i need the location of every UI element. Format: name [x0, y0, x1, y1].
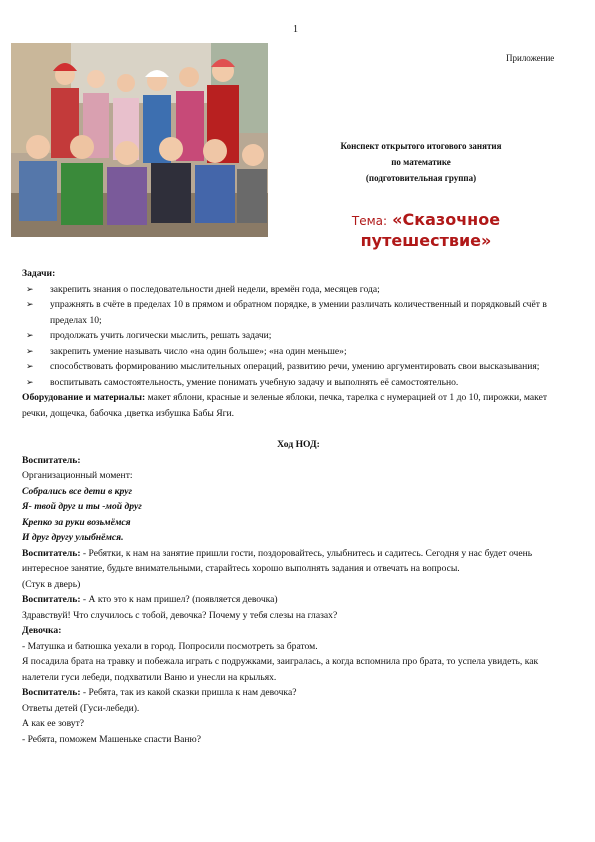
poem-line: И друг другу улыбнёмся.	[22, 532, 124, 543]
poem-line: Я- твой друг и ты -мой друг	[22, 501, 142, 512]
dialogue-text: - Ребята, поможем Машеньке спасти Ваню?	[22, 733, 201, 745]
appendix-label: Приложение	[506, 53, 555, 63]
speaker-educator: Воспитатель:	[22, 594, 81, 605]
task-item	[22, 375, 575, 391]
poem-line: Крепко за руки возьмёмся	[22, 516, 131, 528]
children-photo	[11, 43, 268, 237]
task-item	[22, 282, 575, 298]
heading-line-3: (подготовительная группа)	[365, 173, 477, 183]
document-body	[22, 266, 575, 747]
dialogue-text: А как ее зовут?	[22, 718, 85, 729]
heading-line-1: Конспект открытого итогового занятия	[340, 141, 502, 151]
task-item	[22, 328, 575, 344]
dialogue-text: - А кто это к нам пришел? (появляется девочка)	[80, 594, 278, 605]
dialogue-line	[22, 546, 575, 577]
equipment-label: Оборудование и материалы:	[22, 392, 146, 403]
theme-title: «Сказочное путешествие»	[360, 210, 501, 250]
lesson-heading	[300, 138, 542, 186]
dialogue-text: - Матушка и батюшка уехали в город. Попросили посмотреть за братом.	[22, 640, 318, 652]
dialogue-text: Я посадила брата на травку и побежала играть с подружками, заигралась, а когда вспомнила про брата, то успела увидеть, как налетели гуси лебеди, подхватили Ваню и унесли на крыльях.	[22, 656, 539, 683]
arrow-bullet-icon: ➢	[26, 345, 34, 356]
heading-line-2: по математике	[391, 157, 451, 167]
speaker-educator: Воспитатель:	[22, 687, 81, 698]
poem-line: Собрались все дети в круг	[22, 485, 132, 497]
task-text: упражнять в счёте в пределах 10 в прямом и обратном порядке, в умении различать количественный и порядковый счёт в пределах 10;	[50, 299, 547, 326]
arrow-bullet-icon: ➢	[26, 376, 34, 387]
theme-label: Тема:	[351, 214, 388, 228]
arrow-bullet-icon: ➢	[26, 299, 34, 309]
course-heading: Ход НОД:	[277, 439, 320, 450]
task-item	[22, 344, 575, 360]
task-text: воспитывать самостоятельность, умение понимать учебную задачу и выполнять её самостоятельно.	[50, 376, 459, 388]
task-item	[22, 297, 575, 328]
arrow-bullet-icon: ➢	[26, 361, 34, 371]
speaker-girl: Девочка:	[22, 625, 62, 636]
dialogue-text: - Ребята, так из какой сказки пришла к нам девочка?	[80, 687, 297, 698]
equipment-paragraph	[22, 390, 575, 421]
stage-direction: (Стук в дверь)	[22, 578, 81, 590]
task-text: продолжать учить логически мыслить, решать задачи;	[50, 330, 272, 341]
task-text: способствовать формированию мыслительных операций, развитию речи, умению аргументировать свои высказывания;	[50, 361, 540, 372]
dialogue-text: - Ребятки, к нам на занятие пришли гости, поздоровайтесь, улыбнитесь и садитесь. Сегодня у нас будет очень интересное занятие, будьте внимательными, старайтесь хорошо выполнять задания и отвечать на вопросы.	[22, 547, 533, 574]
task-text: закрепить знания о последовательности дней недели, времён года, месяцев года;	[50, 283, 380, 295]
org-moment: Организационный момент:	[22, 470, 133, 481]
dialogue-text: Ответы детей (Гуси-лебеди).	[22, 702, 140, 714]
task-text: закрепить умение называть число «на один больше»; «на один меньше»;	[50, 345, 347, 357]
speaker-educator: Воспитатель:	[22, 454, 81, 466]
page-number: 1	[293, 24, 298, 35]
lesson-theme	[300, 210, 552, 250]
dialogue-line	[22, 685, 575, 701]
tasks-label: Задачи:	[22, 268, 56, 279]
equipment-text: макет яблони, красные и зеленые яблоки, печка, тарелка с нумерацией от 1 до 10, пирожки, макет речки, дощечка, бабочка ,цветка избушка Бабы Яги.	[22, 392, 548, 419]
task-item	[22, 359, 575, 375]
speaker-educator: Воспитатель:	[22, 547, 81, 559]
arrow-bullet-icon: ➢	[26, 283, 34, 294]
arrow-bullet-icon: ➢	[26, 330, 34, 340]
dialogue-text: Здравствуй! Что случилось с тобой, девочка? Почему у тебя слезы на глазах?	[22, 609, 338, 621]
photo-image	[11, 43, 268, 237]
dialogue-line	[22, 592, 575, 608]
